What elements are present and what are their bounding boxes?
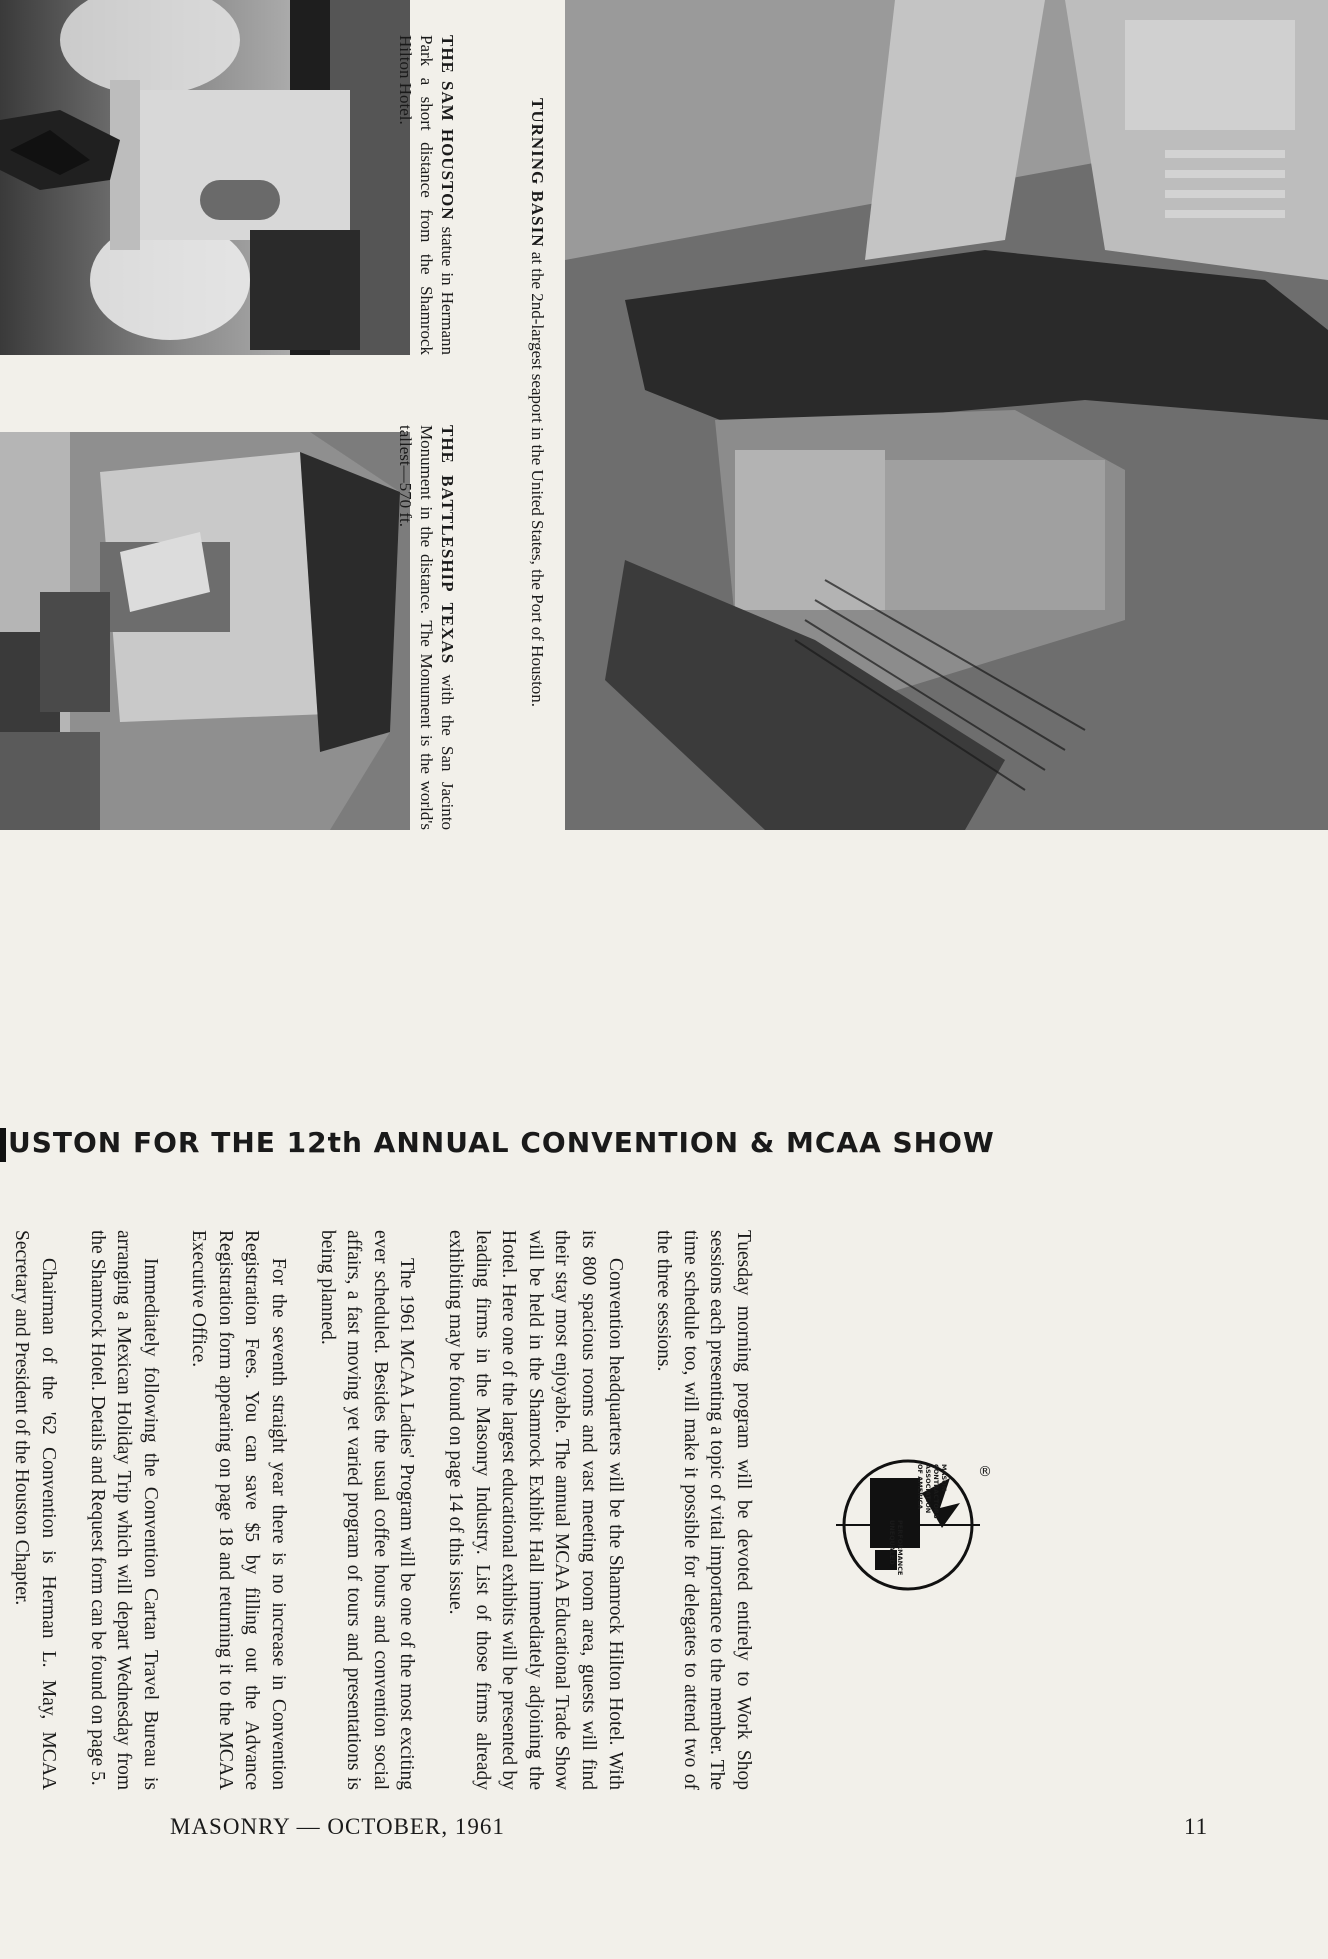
publication-footer: MASONRY — OCTOBER, 1961 [170, 1814, 505, 1839]
caption-title: THE BATTLESHIP TEXAS [438, 425, 457, 665]
caption-text: at the 2nd-largest seaport in the United States, the Port of Houston. [528, 247, 547, 708]
registered-mark-icon: ® [978, 1464, 992, 1480]
port-of-houston-aerial-photo [565, 0, 1328, 830]
logo-right-text: MASON CONTRACTORS ASSOCIATION OF AMERICA [916, 1464, 948, 1519]
article-paragraph: The 1961 MCAA Ladies' Program will be one of the most exciting ever scheduled. Besides the usual coffee hours and convention social affairs, a fast moving yet varied program of tours and presentations is being planned. [316, 1230, 418, 1790]
article-body [0, 1230, 756, 1790]
mcaa-logo [830, 1448, 990, 1603]
article-paragraph: Convention headquarters will be the Shamrock Hilton Hotel. With its 800 spacious rooms and vast meeting room area, guests will find their stay most enjoyable. The annual MCAA Educational Trade Show will be held in the Shamrock Exhibit Hall immediately adjoining the Hotel. Here one of the largest educational exhibits will be presented by leading firms in the Masonry Industry. List of those firms already exhibiting may be found on page 14 of this issue. [445, 1230, 626, 1790]
battleship-caption [395, 425, 458, 830]
sam-houston-photo [0, 0, 410, 355]
headline-bar [0, 1128, 6, 1162]
article-paragraph: For the seventh straight year there is no increase in Convention Registration Fees. You can save $5 by filling out the Advance Registration form appearing on page 18 and returning it to the MCAA Executive Office. [188, 1230, 290, 1790]
turning-basin-caption [527, 98, 548, 828]
caption-text: statue in Hermann Park a short distance from the Shamrock Hilton Hotel. [396, 35, 457, 355]
battleship-texas-photo [0, 432, 410, 830]
caption-title: TURNING BASIN [528, 98, 547, 248]
article-paragraph: Immediately following the Convention Cartan Travel Bureau is arranging a Mexican Holiday Trip which will depart Wednesday from the Shamrock Hotel. Details and Request form can be found on page 5. [86, 1230, 161, 1790]
sam-houston-caption [395, 35, 458, 355]
page-headline: USTON FOR THE 12th ANNUAL CONVENTION & MCAA SHOW [8, 1126, 995, 1159]
article-paragraph: Chairman of the '62 Convention is Herman L. May, MCAA Secretary and President of the Houston Chapter. [11, 1230, 59, 1790]
logo-left-text: PERFORMANCE UNEQUALED [888, 1520, 904, 1576]
caption-title: THE SAM HOUSTON [438, 35, 457, 221]
page-number: 11 [1184, 1814, 1209, 1839]
caption-text: with the San Jacinto Monument in the distance. The Monument is the world's tallest—570 ft. [396, 425, 457, 830]
article-paragraph: Tuesday morning program will be devoted entirely to Work Shop sessions each presenting a topic of vital importance to the member. The time schedule too, will make it possible for delegates to attend two of the three sessions. [653, 1230, 754, 1790]
